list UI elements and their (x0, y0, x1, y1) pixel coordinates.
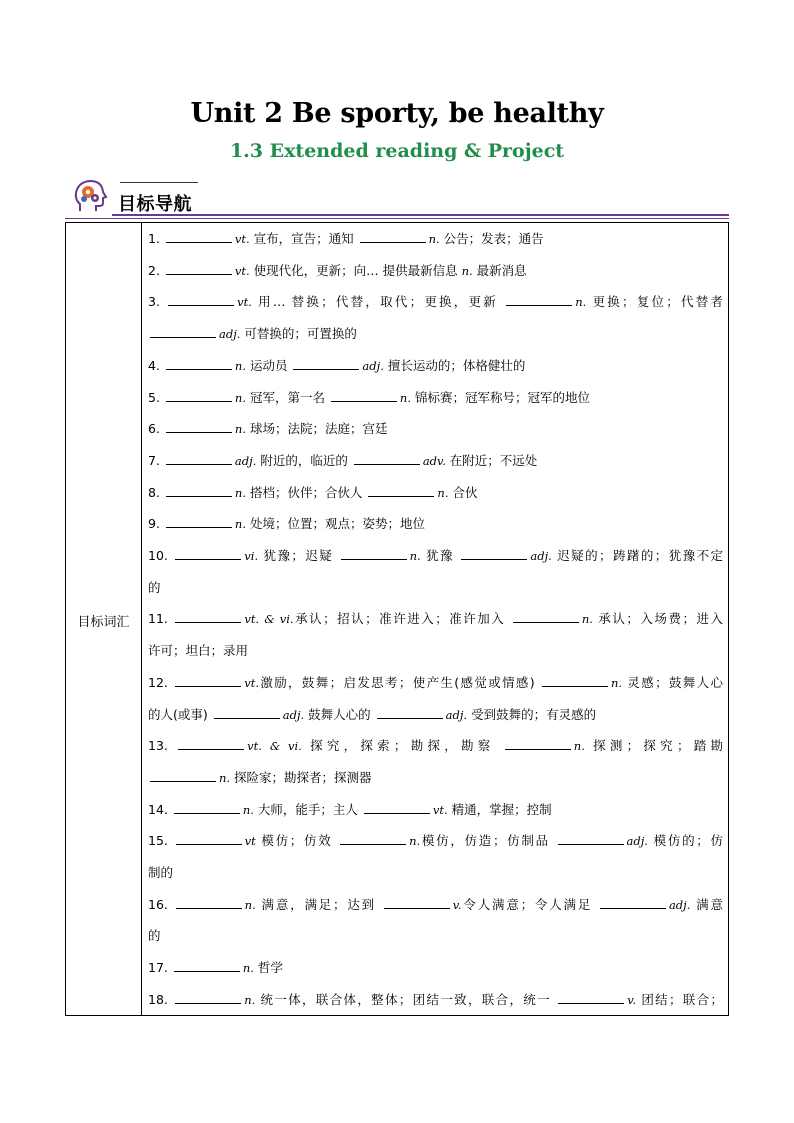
definition-text: 可替换的；可置换的 (240, 326, 357, 342)
definition-text: 满意，满足；达到 (255, 896, 382, 912)
vocab-line (148, 292, 723, 312)
part-of-speech: vt. & vi. (244, 612, 294, 627)
definition-text: 18. (148, 991, 174, 1007)
definition-text: 大师，能手；主人 (253, 801, 362, 817)
answer-blank[interactable] (175, 547, 241, 560)
answer-blank[interactable] (505, 737, 571, 750)
definition-text: 锦标赛；冠军称号；冠军的地位 (410, 389, 590, 405)
definition-text: 哲学 (253, 960, 283, 976)
answer-blank[interactable] (354, 452, 420, 465)
vocab-line (148, 419, 723, 439)
part-of-speech: n. (409, 549, 421, 563)
part-of-speech: adj. (445, 707, 468, 722)
vocab-line (148, 641, 723, 661)
vocab-line (148, 895, 723, 915)
definition-text: 承认；入场费；进入 (592, 611, 723, 627)
vocab-line (148, 831, 723, 851)
definition-text: 13. (148, 738, 177, 754)
definition-text: 灵感；鼓舞人心 (622, 674, 724, 690)
definition-text: 合伙 (448, 484, 478, 500)
definition-text: 公告；发表；通告 (439, 231, 544, 246)
answer-blank[interactable] (360, 230, 426, 243)
section-divider-thin (65, 218, 729, 219)
answer-blank[interactable] (461, 547, 527, 560)
answer-blank[interactable] (341, 547, 407, 560)
part-of-speech: adj. (234, 453, 257, 468)
part-of-speech: n. (573, 739, 585, 754)
part-of-speech: adj. (219, 327, 241, 342)
answer-blank[interactable] (166, 484, 232, 497)
answer-blank[interactable] (168, 293, 234, 306)
section-divider (112, 214, 729, 216)
answer-blank[interactable] (506, 293, 572, 306)
vocab-line (148, 514, 723, 534)
definition-text: 11. (148, 611, 174, 627)
column-divider (141, 223, 142, 1015)
answer-blank[interactable] (558, 832, 624, 845)
answer-blank[interactable] (364, 801, 430, 814)
definition-text: 2. (148, 262, 164, 278)
definition-text: 15. (148, 833, 174, 849)
part-of-speech: vt (244, 834, 256, 849)
vocab-line (148, 483, 723, 503)
definition-text: 探测；探究；踏勘 (584, 738, 723, 754)
part-of-speech: n. (234, 422, 246, 437)
definition-text: 团结；联合； (636, 991, 723, 1007)
definition-text: 令人满意；令人满足 (461, 896, 598, 912)
definition-text: 最新消息 (472, 262, 527, 278)
answer-blank[interactable] (166, 452, 232, 465)
vocab-line (148, 546, 723, 566)
answer-blank[interactable] (174, 801, 240, 814)
definition-text: 处境；位置；观点；姿势；地位 (245, 516, 425, 532)
page-subtitle: 1.3 Extended reading & Project (229, 140, 565, 162)
part-of-speech: n. (428, 232, 440, 246)
answer-blank[interactable] (150, 325, 216, 338)
vocab-line (148, 863, 723, 883)
part-of-speech: n. (399, 390, 411, 405)
part-of-speech: n. (244, 897, 256, 912)
answer-blank[interactable] (542, 674, 608, 687)
definition-text: 犹豫；迟疑 (258, 548, 339, 563)
part-of-speech: v. (627, 992, 637, 1007)
answer-blank[interactable] (368, 484, 434, 497)
definition-text: 宣布，宣告；通知 (249, 231, 358, 246)
answer-blank[interactable] (175, 991, 241, 1004)
answer-blank[interactable] (150, 769, 216, 782)
part-of-speech: vt. (237, 295, 252, 310)
part-of-speech: v. (452, 897, 462, 912)
part-of-speech: vt. (432, 802, 448, 817)
part-of-speech: vt. (234, 232, 250, 246)
definition-text: 的人(或事) (148, 706, 212, 722)
definition-text: 1. (148, 231, 164, 246)
vocab-line (148, 356, 723, 376)
definition-text: 激励，鼓舞；启发思考；使产生(感觉或情感) (259, 674, 540, 690)
definition-text: 附近的，临近的 (256, 452, 352, 468)
part-of-speech: n. (437, 485, 449, 500)
part-of-speech: n. (234, 390, 246, 405)
part-of-speech: vt. & vi. (247, 739, 302, 754)
definition-text: 5. (148, 389, 164, 405)
vocab-line (148, 958, 723, 978)
definition-text: 精通，掌握；控制 (447, 801, 552, 817)
definition-text: 搭档；伙伴；合伙人 (245, 484, 367, 500)
definition-text: 6. (148, 421, 164, 437)
part-of-speech: n. (242, 802, 254, 817)
part-of-speech: n. (409, 834, 421, 849)
definition-text: 许可；坦白；录用 (148, 643, 249, 659)
definition-text: 使现代化，更新；向… 提供最新信息 (249, 262, 462, 278)
vocab-line (148, 800, 723, 820)
definition-text: 14. (148, 801, 172, 817)
answer-blank[interactable] (377, 706, 443, 719)
vocab-line (148, 673, 723, 693)
part-of-speech: adj. (362, 358, 384, 373)
part-of-speech: n. (611, 675, 623, 690)
part-of-speech: vt. (234, 263, 250, 278)
vocab-line (148, 736, 723, 756)
definition-text: 17. (148, 960, 172, 976)
answer-blank[interactable] (513, 610, 579, 623)
vocab-line (148, 990, 723, 1010)
answer-blank[interactable] (293, 357, 359, 370)
vocab-line (148, 926, 723, 946)
answer-blank[interactable] (166, 389, 232, 402)
vocab-line (148, 324, 723, 344)
answer-blank[interactable] (176, 896, 242, 909)
part-of-speech: n. (234, 358, 246, 373)
answer-blank[interactable] (176, 832, 242, 845)
definition-text: 模仿；仿效 (255, 833, 339, 849)
vocab-line (148, 578, 723, 598)
definition-text: 3. (148, 294, 167, 310)
vocab-line (148, 705, 723, 725)
definition-text: 8. (148, 484, 164, 500)
vocab-line (148, 388, 723, 408)
part-of-speech: n. (581, 612, 593, 627)
definition-text: 犹豫 (420, 548, 460, 563)
vocab-line (148, 768, 723, 788)
definition-text: 模仿的；仿 (647, 833, 724, 849)
answer-blank[interactable] (558, 991, 624, 1004)
part-of-speech: adj. (626, 834, 648, 849)
definition-text: 的 (148, 928, 161, 944)
definition-text: 9. (148, 516, 164, 532)
answer-blank[interactable] (166, 357, 232, 370)
part-of-speech: n. (234, 485, 246, 500)
definition-text: 4. (148, 357, 164, 373)
part-of-speech: n. (219, 770, 231, 785)
vocab-line (148, 261, 723, 281)
definition-text: 制的 (148, 865, 174, 880)
answer-blank[interactable] (175, 674, 241, 687)
section-decor-line (120, 182, 198, 183)
definition-text: 7. (148, 452, 164, 468)
definition-text: 用… 替换；代替，取代；更换，更新 (251, 294, 505, 310)
definition-text: 承认；招认；准许进入；准许加入 (293, 611, 511, 627)
part-of-speech: adj. (282, 707, 305, 722)
part-of-speech: vt. (244, 675, 259, 690)
definition-text: 10. (148, 548, 174, 563)
definition-text: 统一体，联合体，整体；团结一致，联合，统一 (255, 991, 557, 1007)
definition-text: 受到鼓舞的；有灵感的 (467, 706, 597, 722)
head-gears-icon (72, 178, 112, 214)
part-of-speech: n. (575, 295, 587, 310)
page-title: Unit 2 Be sporty, be healthy (190, 98, 604, 129)
definition-text: 模仿，仿造；仿制品 (420, 833, 556, 849)
definition-text: 探究，探索；勘探，勘察 (301, 738, 503, 754)
answer-blank[interactable] (166, 230, 232, 243)
definition-text: 探险家；勘探者；探测器 (230, 769, 372, 785)
answer-blank[interactable] (340, 832, 406, 845)
part-of-speech: n. (244, 992, 256, 1007)
row-label: 目标词汇 (77, 615, 130, 630)
answer-blank[interactable] (166, 515, 232, 528)
part-of-speech: adj. (668, 897, 691, 912)
answer-blank[interactable] (166, 262, 232, 275)
section-heading: 目标导航 (118, 194, 192, 215)
definition-text: 在附近；不远处 (445, 452, 538, 468)
part-of-speech: adv. (422, 453, 446, 468)
definition-text: 更换；复位；代替者 (586, 294, 724, 310)
vocab-line (148, 609, 723, 629)
part-of-speech: adj. (530, 549, 552, 563)
definition-text: 的 (148, 579, 161, 595)
definition-text: 满意 (690, 896, 723, 912)
answer-blank[interactable] (384, 896, 450, 909)
definition-text: 运动员 (245, 357, 292, 373)
vocab-line (148, 451, 723, 471)
definition-text: 球场；法院；法庭；宫廷 (245, 421, 388, 437)
definition-text: 冠军，第一名 (245, 389, 329, 405)
definition-text: 16. (148, 896, 174, 912)
answer-blank[interactable] (174, 959, 240, 972)
vocabulary-table (65, 222, 729, 1016)
answer-blank[interactable] (175, 610, 241, 623)
part-of-speech: n. (234, 517, 246, 532)
definition-text: 12. (148, 674, 174, 690)
part-of-speech: n. (461, 263, 473, 278)
answer-blank[interactable] (214, 706, 280, 719)
definition-text: 鼓舞人心的 (304, 706, 375, 722)
part-of-speech: n. (242, 961, 254, 976)
vocab-line (148, 229, 723, 249)
definition-text: 擅长运动的；体格健壮的 (383, 357, 526, 373)
answer-blank[interactable] (600, 896, 666, 909)
answer-blank[interactable] (178, 737, 244, 750)
answer-blank[interactable] (166, 420, 232, 433)
answer-blank[interactable] (331, 389, 397, 402)
part-of-speech: vi. (244, 549, 259, 563)
definition-text: 迟疑的；踌躇的；犹豫不定 (551, 548, 723, 563)
